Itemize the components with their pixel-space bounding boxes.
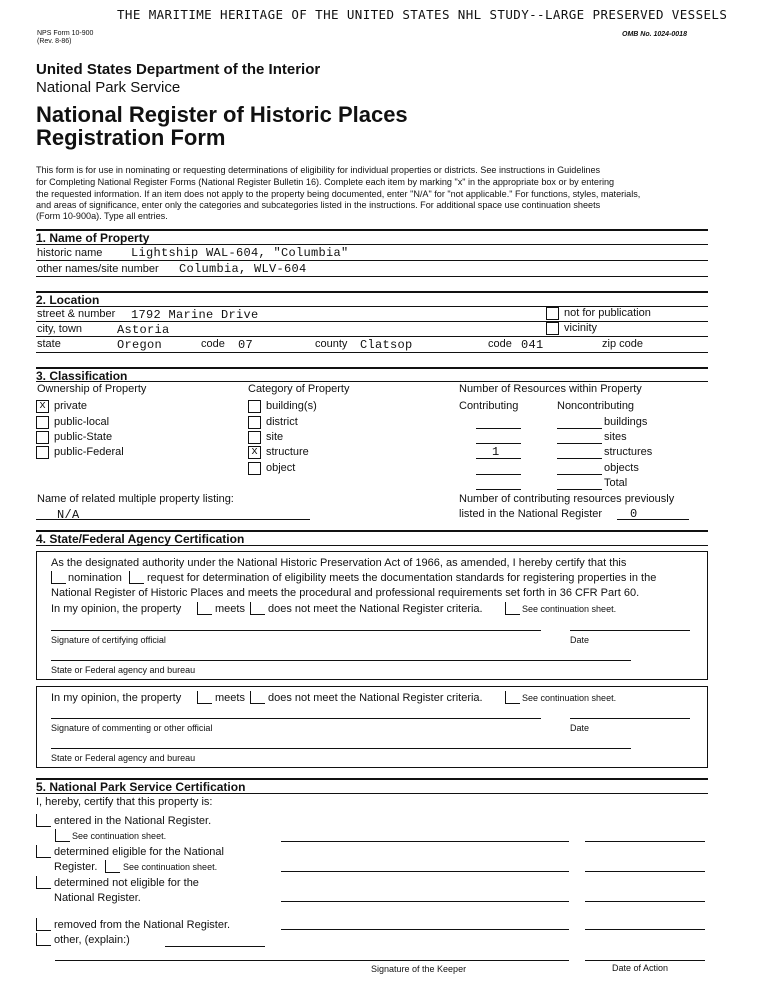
- service-name: National Park Service: [36, 79, 181, 96]
- resources-structures-contributing[interactable]: 1: [492, 445, 500, 459]
- category-site-checkbox[interactable]: [248, 431, 261, 444]
- meets-checkbox-2[interactable]: [197, 691, 212, 704]
- other-checkbox[interactable]: [36, 933, 51, 946]
- nomination-label: nomination: [68, 572, 122, 584]
- section-1-title: 1. Name of Property: [36, 231, 150, 245]
- see-continuation-label-2: See continuation sheet.: [522, 693, 617, 703]
- resources-buildings-label: buildings: [604, 416, 648, 428]
- city-value[interactable]: Astoria: [117, 323, 170, 337]
- form-title-line1: National Register of Historic Places: [36, 102, 408, 127]
- county-code-value[interactable]: 041: [521, 338, 544, 352]
- meets-checkbox[interactable]: [197, 602, 212, 615]
- other-names-label: other names/site number: [37, 263, 159, 275]
- multiple-listing-label: Name of related multiple property listing:: [37, 493, 234, 505]
- meets-label-2: meets: [215, 692, 245, 704]
- removed-label: removed from the National Register.: [54, 919, 231, 931]
- vicinity-label: vicinity: [564, 322, 598, 334]
- determined-continuation-label: See continuation sheet.: [123, 862, 218, 872]
- resources-structures-label: structures: [604, 446, 653, 458]
- sig-commenting-label: Signature of commenting or other official: [51, 723, 213, 733]
- resources-title: Number of Resources within Property: [459, 383, 642, 395]
- cert-paragraph-line1: As the designated authority under the National Historic Preservation Act of 1966, as amended, I hereby certify that this: [51, 557, 627, 569]
- section-4-header: [36, 530, 708, 546]
- ownership-title: Ownership of Property: [37, 383, 147, 395]
- ownership-public-state-label: public-State: [54, 431, 113, 443]
- cert-paragraph-line3: National Register of Historic Places and meets the procedural and professional requirements set forth in 36 CFR Part 60.: [51, 587, 640, 599]
- entered-continuation-label: See continuation sheet.: [72, 831, 167, 841]
- ownership-public-local-checkbox[interactable]: [36, 416, 49, 429]
- ownership-private-checkbox[interactable]: x: [36, 400, 49, 413]
- does-not-meet-checkbox[interactable]: [250, 602, 265, 615]
- section-4-title: 4. State/Federal Agency Certification: [36, 532, 245, 546]
- noncontributing-header: Noncontributing: [557, 400, 635, 412]
- request-checkbox[interactable]: [129, 571, 144, 584]
- category-site-label: site: [266, 431, 284, 443]
- multiple-listing-value[interactable]: N/A: [57, 508, 80, 522]
- street-value[interactable]: 1792 Marine Drive: [131, 308, 259, 322]
- previously-listed-value[interactable]: 0: [630, 507, 638, 521]
- previously-listed-label-1: Number of contributing resources previously: [459, 493, 675, 505]
- category-structure-checkbox[interactable]: x: [248, 446, 261, 459]
- nps-cert-intro: I, hereby, certify that this property is:: [36, 796, 213, 808]
- resources-sites-label: sites: [604, 431, 627, 443]
- section-5-header: [36, 778, 708, 794]
- section-2-header: [36, 291, 708, 307]
- does-not-meet-label-2: does not meet the National Register criteria.: [268, 692, 483, 704]
- county-value[interactable]: Clatsop: [360, 338, 413, 352]
- state-code-value[interactable]: 07: [238, 338, 254, 352]
- date-label-1: Date: [570, 635, 590, 645]
- determined-eligible-checkbox[interactable]: [36, 845, 51, 858]
- category-title: Category of Property: [248, 383, 350, 395]
- other-names-value[interactable]: Columbia, WLV-604: [179, 262, 307, 276]
- intro-line-3: the requested information. If an item does not apply to the property being documented, enter "N/A" for "not applicable." For functions, styles, materials,: [36, 189, 641, 199]
- meets-label: meets: [215, 603, 245, 615]
- ownership-public-state-checkbox[interactable]: [36, 431, 49, 444]
- see-continuation-label-1: See continuation sheet.: [522, 604, 617, 614]
- previously-listed-label-2: listed in the National Register: [459, 508, 603, 520]
- entered-continuation-checkbox[interactable]: [55, 829, 70, 842]
- category-district-label: district: [266, 416, 298, 428]
- state-label: state: [37, 338, 61, 350]
- nomination-checkbox[interactable]: [51, 571, 66, 584]
- not-eligible-checkbox[interactable]: [36, 876, 51, 889]
- vicinity-checkbox[interactable]: [546, 322, 559, 335]
- county-label: county: [315, 338, 348, 350]
- category-building-checkbox[interactable]: [248, 400, 261, 413]
- ownership-private-label: private: [54, 400, 88, 412]
- intro-line-2: for Completing National Register Forms (National Register Bulletin 16). Complete each item by marking "x" in the appropriate box or by entering: [36, 177, 615, 187]
- category-building-label: building(s): [266, 400, 317, 412]
- agency-label-1: State or Federal agency and bureau: [51, 665, 196, 675]
- date-of-action-label: Date of Action: [612, 963, 669, 973]
- request-label: request for determination of eligibility meets the documentation standards for registering properties in the: [147, 572, 657, 584]
- opinion-label-2: In my opinion, the property: [51, 692, 182, 704]
- see-continuation-checkbox-1[interactable]: [505, 602, 520, 615]
- determined-eligible-label-1: determined eligible for the National: [54, 846, 224, 858]
- historic-name-label: historic name: [37, 247, 103, 259]
- opinion-label: In my opinion, the property: [51, 603, 182, 615]
- ownership-public-federal-checkbox[interactable]: [36, 446, 49, 459]
- resources-total-label: Total: [604, 477, 628, 489]
- entered-label: entered in the National Register.: [54, 815, 212, 827]
- city-label: city, town: [37, 323, 83, 335]
- zip-label: zip code: [602, 338, 643, 350]
- does-not-meet-label: does not meet the National Register criteria.: [268, 603, 483, 615]
- category-structure-label: structure: [266, 446, 309, 458]
- intro-line-4: and areas of significance, enter only the categories and subcategories listed in the instructions. For additional space use continuation sheets: [36, 200, 601, 210]
- sig-certifying-label: Signature of certifying official: [51, 635, 166, 645]
- ownership-public-federal-label: public-Federal: [54, 446, 124, 458]
- section-2-title: 2. Location: [36, 293, 100, 307]
- determined-continuation-checkbox[interactable]: [105, 860, 120, 873]
- agency-label-2: State or Federal agency and bureau: [51, 753, 196, 763]
- street-label: street & number: [37, 308, 116, 320]
- study-banner: THE MARITIME HERITAGE OF THE UNITED STATES NHL STUDY--LARGE PRESERVED VESSELS: [117, 7, 728, 22]
- contributing-header: Contributing: [459, 400, 519, 412]
- omb-number: OMB No. 1024-0018: [622, 31, 687, 38]
- other-label: other, (explain:): [54, 934, 130, 946]
- determined-eligible-label-2: Register.: [54, 861, 98, 873]
- form-title-line2: Registration Form: [36, 125, 226, 150]
- sig-keeper-label: Signature of the Keeper: [371, 964, 467, 974]
- form-revision: (Rev. 8-86): [37, 38, 72, 45]
- not-for-publication-checkbox[interactable]: [546, 307, 559, 320]
- section-1-header: [36, 229, 708, 245]
- not-eligible-label-2: National Register.: [54, 892, 141, 904]
- removed-checkbox[interactable]: [36, 918, 51, 931]
- section-5-title: 5. National Park Service Certification: [36, 780, 246, 794]
- historic-name-value[interactable]: Lightship WAL-604, "Columbia": [131, 246, 349, 260]
- category-object-label: object: [266, 462, 296, 474]
- does-not-meet-checkbox-2[interactable]: [250, 691, 265, 704]
- intro-line-1: This form is for use in nominating or requesting determinations of eligibility for individual properties or districts. See instructions in Guidelines: [36, 165, 601, 175]
- intro-line-5: (Form 10-900a). Type all entries.: [36, 211, 168, 221]
- entered-checkbox[interactable]: [36, 814, 51, 827]
- category-district-checkbox[interactable]: [248, 416, 261, 429]
- state-code-label: code: [201, 338, 225, 350]
- not-for-publication-label: not for publication: [564, 307, 651, 319]
- department-name: United States Department of the Interior: [36, 61, 321, 78]
- category-object-checkbox[interactable]: [248, 462, 261, 475]
- not-eligible-label-1: determined not eligible for the: [54, 877, 199, 889]
- state-value[interactable]: Oregon: [117, 338, 163, 352]
- form-number: NPS Form 10-900: [37, 30, 94, 37]
- date-label-2: Date: [570, 723, 590, 733]
- county-code-label: code: [488, 338, 512, 350]
- ownership-public-local-label: public-local: [54, 416, 110, 428]
- see-continuation-checkbox-2[interactable]: [505, 691, 520, 704]
- section-3-title: 3. Classification: [36, 369, 128, 383]
- resources-objects-label: objects: [604, 462, 639, 474]
